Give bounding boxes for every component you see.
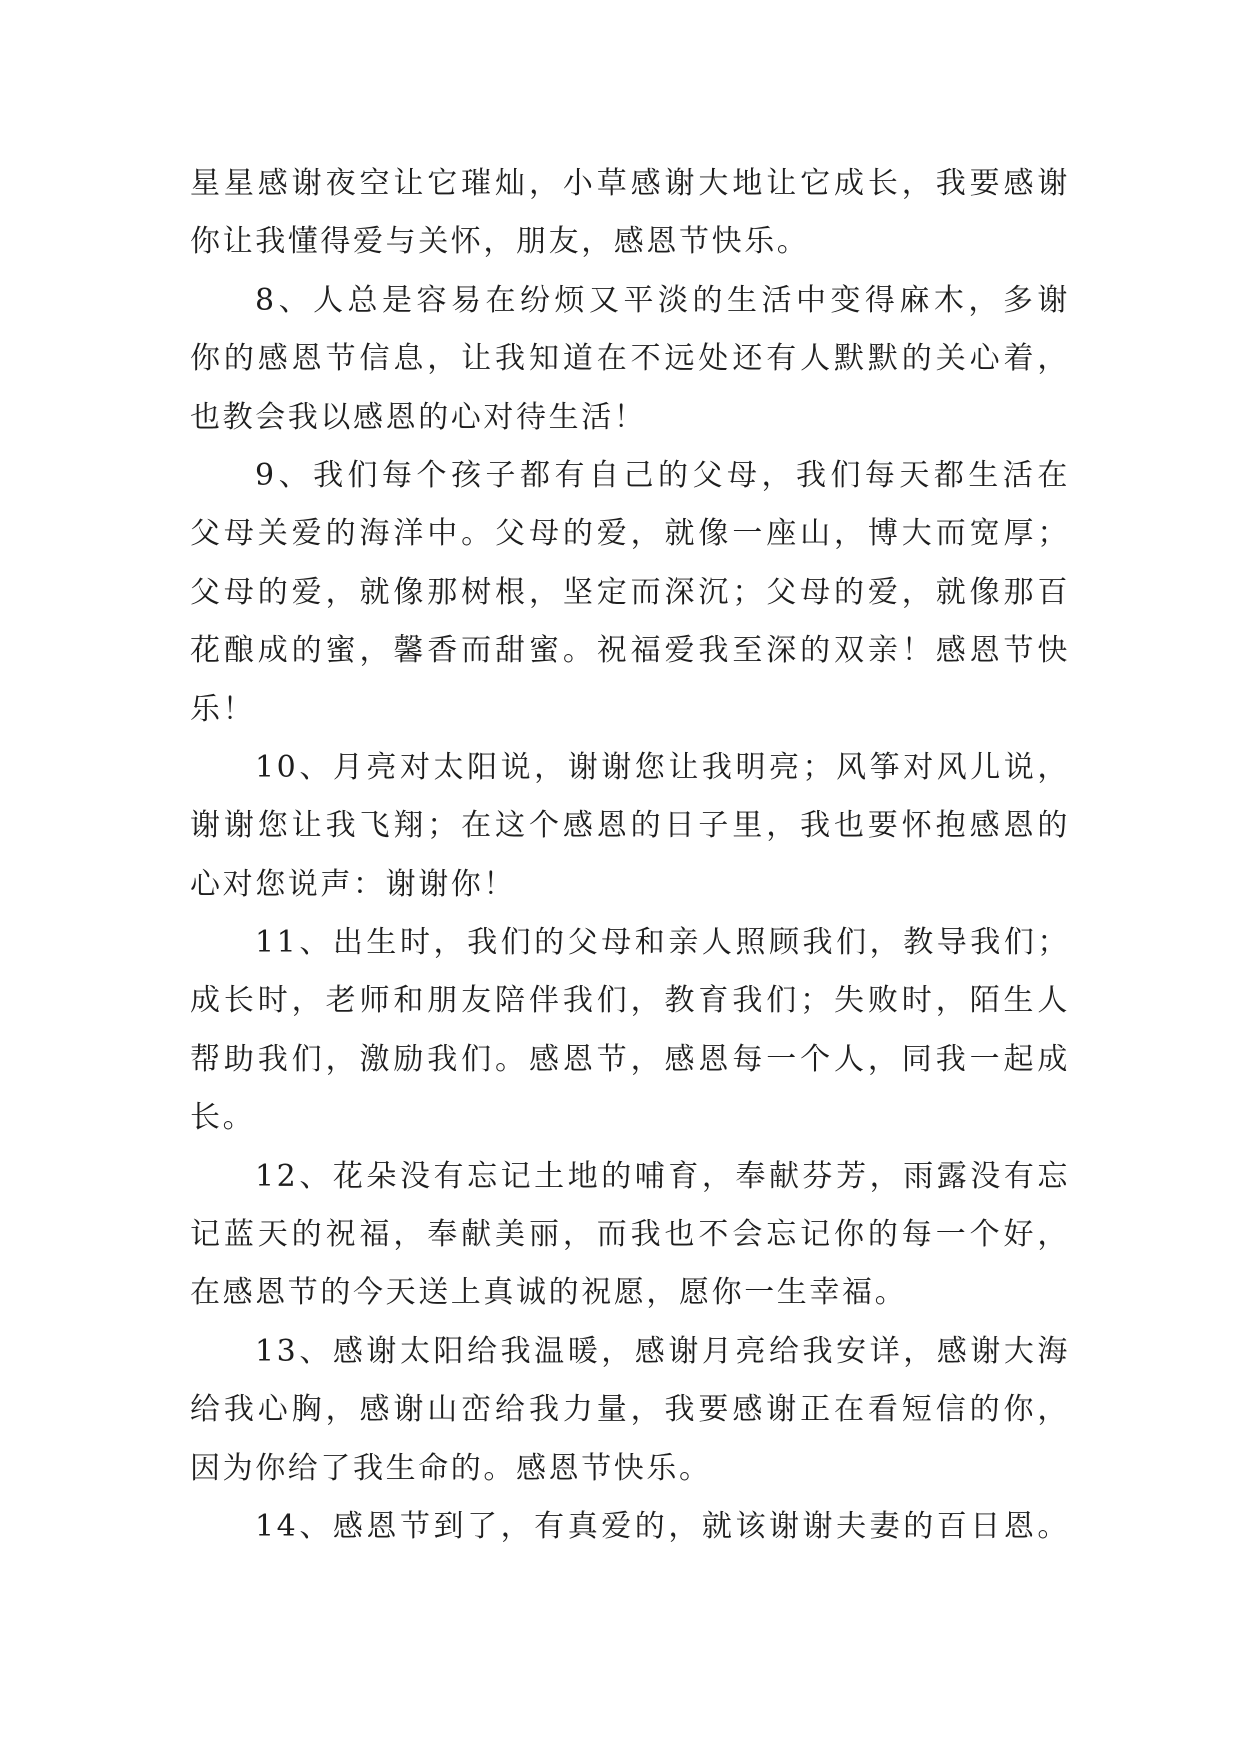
paragraph-13 [190,1323,1070,1498]
text-line: 父母关爱的海洋中。父母的爱，就像一座山，博大而宽厚； [190,516,1070,552]
text-line: 星星感谢夜空让它璀灿，小草感谢大地让它成长，我要感谢 [190,166,1070,201]
text-line: 给我心胸，感谢山峦给我力量，我要感谢正在看短信的你， [190,1392,1070,1428]
text-line: 10、月亮对太阳说，谢谢您让我明亮；风筝对风儿说， [255,749,1070,785]
text-line: 心对您说声：谢谢你！ [190,866,516,902]
paragraph-9 [190,447,1070,739]
paragraph-14 [190,1498,1070,1556]
paragraph-12 [190,1148,1070,1323]
text-line: 长。 [190,1100,256,1136]
text-line: 你让我懂得爱与关怀，朋友，感恩节快乐。 [190,224,810,260]
text-line: 也教会我以感恩的心对待生活！ [190,399,647,435]
text-line: 9、我们每个孩子都有自己的父母，我们每天都生活在 [255,457,1070,493]
text-line: 在感恩节的今天送上真诚的祝愿，愿你一生幸福。 [190,1275,908,1311]
text-line: 13、感谢太阳给我温暖，感谢月亮给我安详，感谢大海 [255,1333,1070,1369]
paragraph-10 [190,739,1070,914]
text-line: 你的感恩节信息，让我知道在不远处还有人默默的关心着， [190,341,1070,377]
text-line: 乐！ [190,691,256,727]
text-line: 帮助我们，激励我们。感恩节，感恩每一个人，同我一起成 [190,1041,1070,1077]
paragraph-11 [190,914,1070,1148]
text-line: 记蓝天的祝福，奉献美丽，而我也不会忘记你的每一个好， [190,1217,1070,1253]
text-line: 成长时，老师和朋友陪伴我们，教育我们；失败时，陌生人 [190,983,1070,1019]
text-line: 因为你给了我生命的。感恩节快乐。 [190,1450,712,1486]
document-body [190,155,1070,1556]
text-line: 父母的爱，就像那树根，坚定而深沉；父母的爱，就像那百 [190,574,1070,610]
text-line: 8、人总是容易在纷烦又平淡的生活中变得麻木，多谢 [255,282,1070,318]
text-line: 12、花朵没有忘记土地的哺育，奉献芬芳，雨露没有忘 [255,1158,1070,1194]
text-line: 14、感恩节到了，有真爱的，就该谢谢夫妻的百日恩。 [255,1508,1070,1544]
text-line: 11、出生时，我们的父母和亲人照顾我们，教导我们； [255,925,1070,961]
text-line: 谢谢您让我飞翔；在这个感恩的日子里，我也要怀抱感恩的 [190,808,1070,844]
paragraph [190,155,1070,272]
text-line: 花酿成的蜜，馨香而甜蜜。祝福爱我至深的双亲！感恩节快 [190,633,1070,669]
paragraph-8 [190,272,1070,447]
